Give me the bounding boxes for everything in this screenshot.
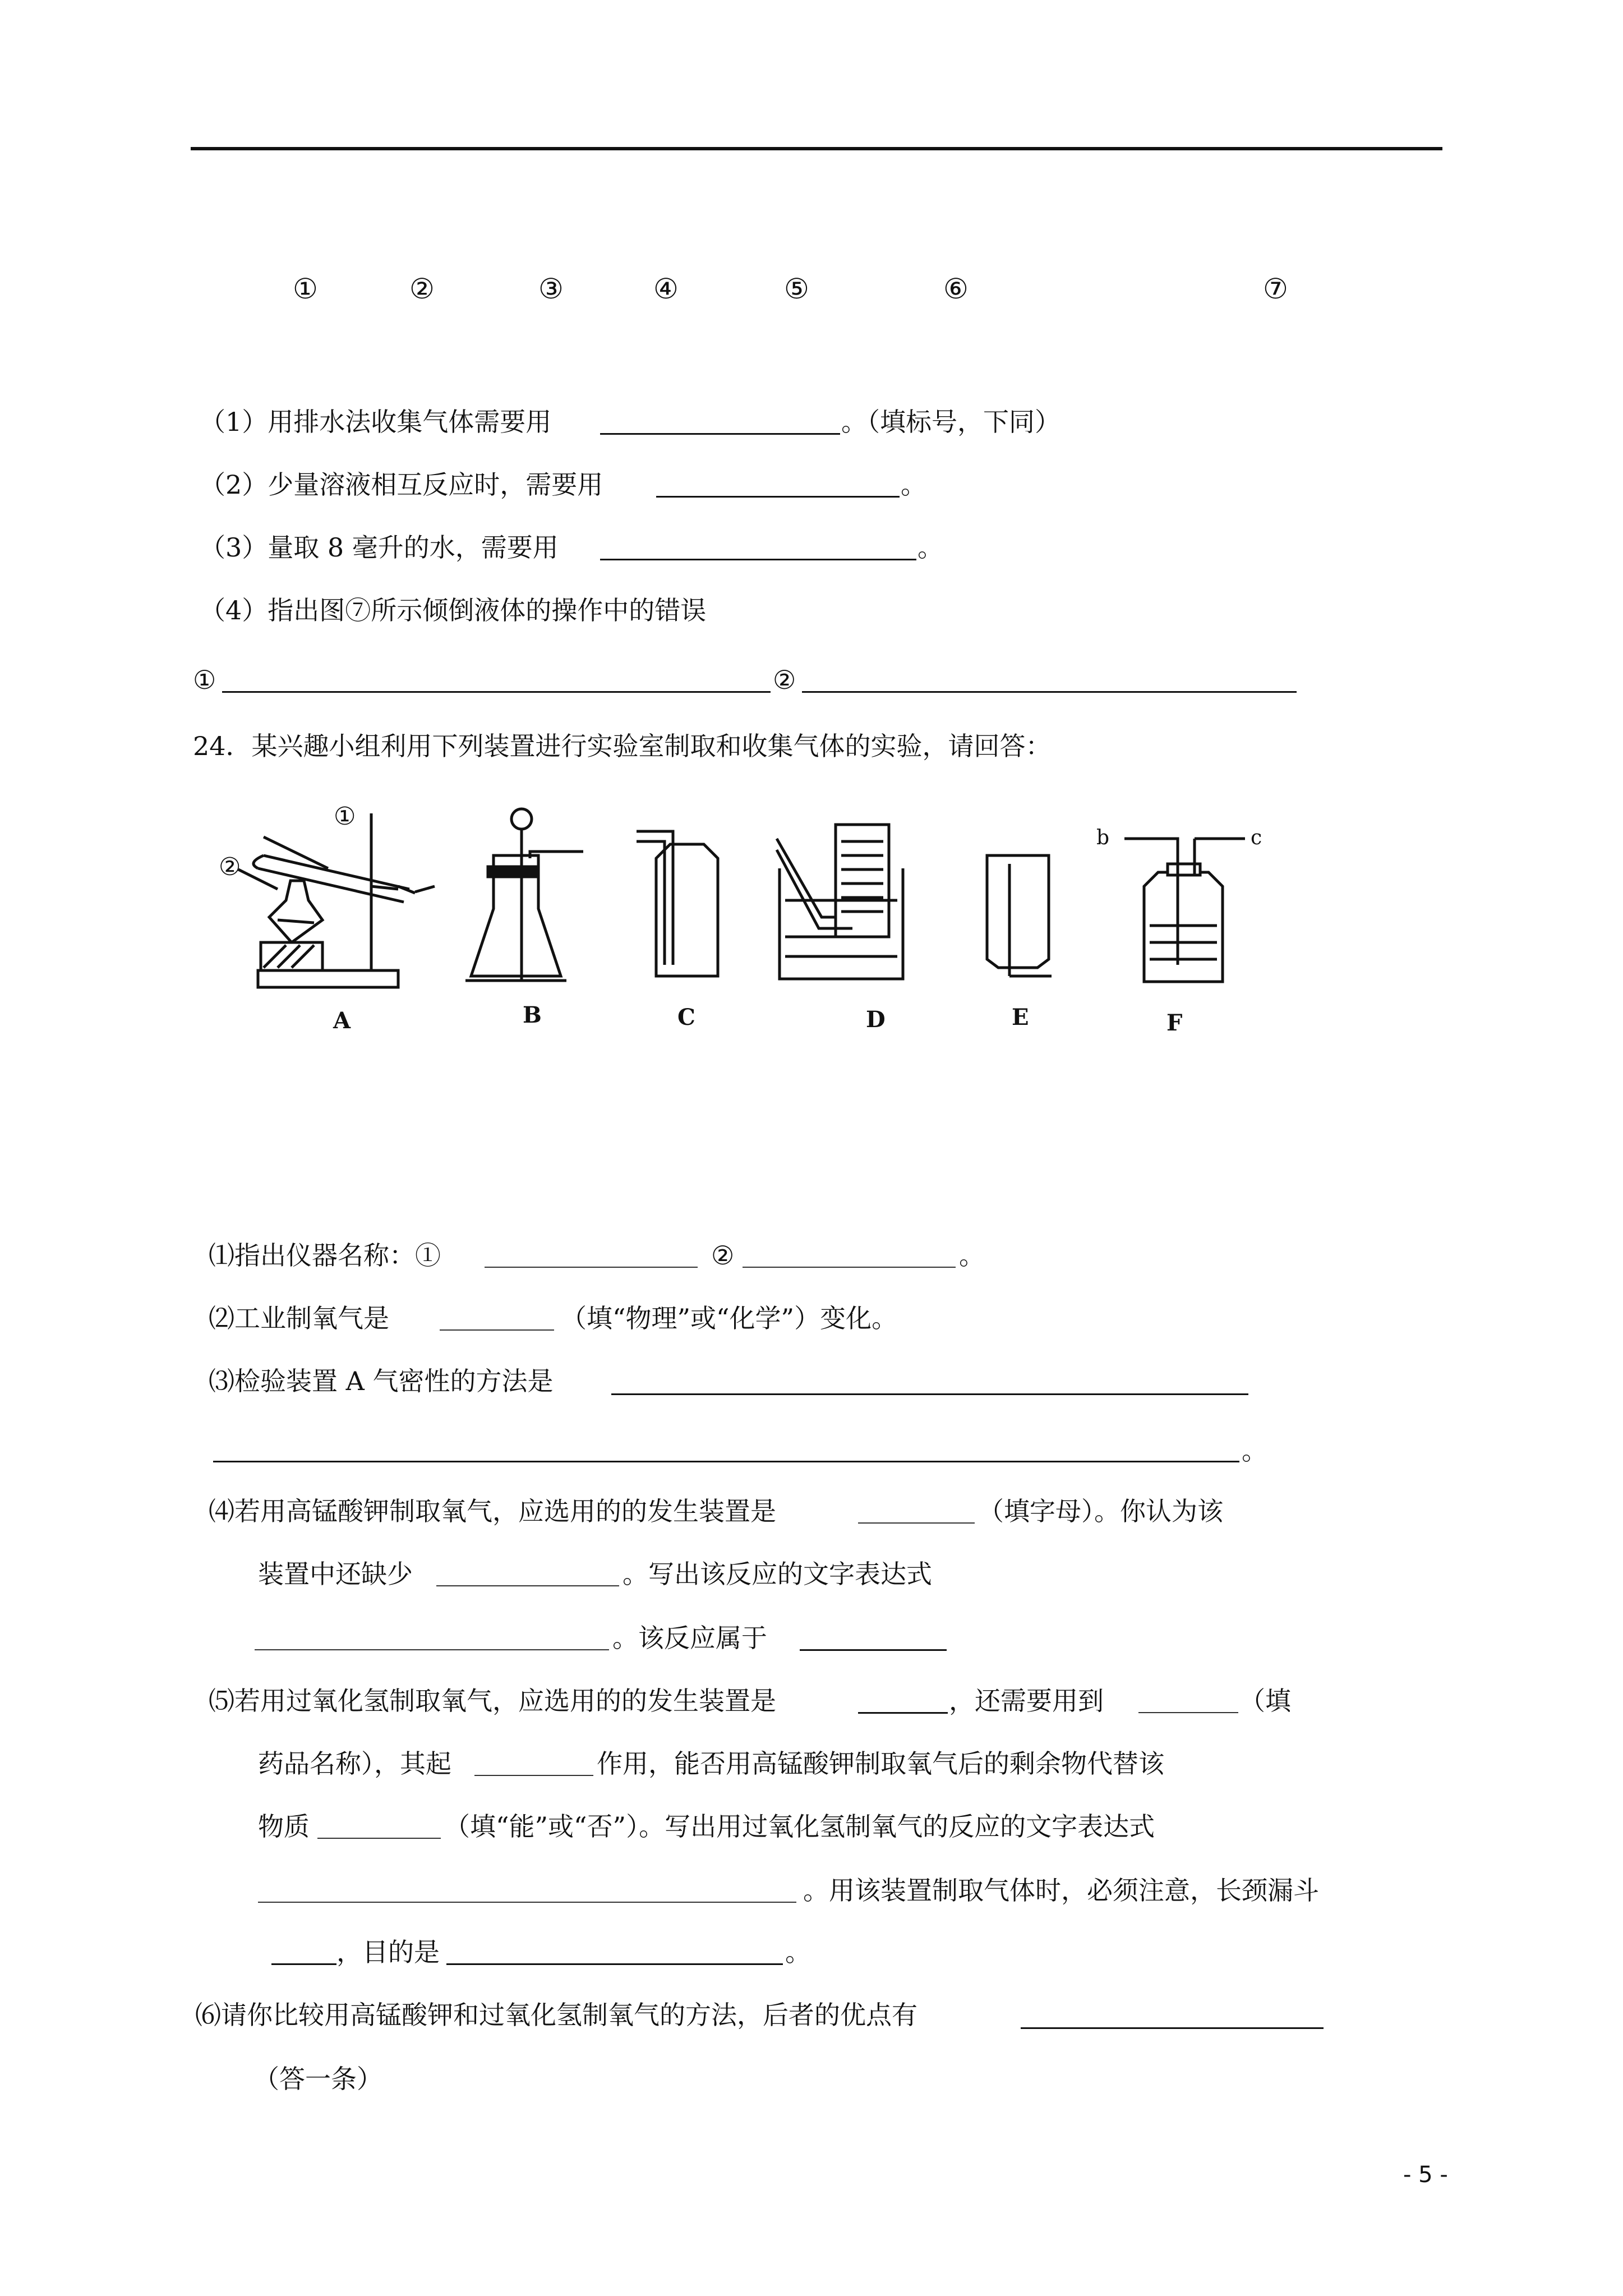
q23-error-mark-2: ② — [773, 665, 796, 695]
q23-item-3-tail: 。 — [917, 532, 943, 563]
header-rule — [191, 147, 1442, 150]
q24-part2-blank[interactable] — [440, 1329, 554, 1331]
instrument-label-2: ② — [409, 273, 435, 305]
q23-error-blank-1[interactable] — [222, 691, 771, 693]
q24-part2-tail: （填“物理”或“化学”）变化。 — [561, 1303, 898, 1333]
q24-part5-line5-mid: ，目的是 — [336, 1937, 440, 1967]
q24-part4-blank-equation[interactable] — [255, 1649, 609, 1650]
q24-part3-blank-1[interactable] — [611, 1393, 1248, 1395]
instrument-label-4: ④ — [653, 273, 679, 305]
q24-part4-line3-tail: 。该反应属于 — [612, 1623, 767, 1653]
q23-answer-blank-2[interactable] — [656, 496, 900, 498]
q23-item-1-tail: 。（填标号，下同） — [841, 407, 1061, 437]
q24-part5-blank-funnel[interactable] — [271, 1963, 336, 1965]
q24-part5-blank-yesno[interactable] — [317, 1838, 441, 1839]
q24-part4-blank-device[interactable] — [858, 1522, 975, 1524]
q24-part3-tail: 。 — [1242, 1435, 1267, 1466]
apparatus-label-d: D — [866, 1006, 886, 1033]
q24-part4-blank-missing[interactable] — [436, 1585, 619, 1586]
apparatus-label-e: E — [1012, 1004, 1029, 1030]
q24-part4-line2-tail: 。写出该反应的文字表达式 — [623, 1559, 932, 1589]
q23-item-3: （3）量取 8 毫升的水，需要用 — [200, 532, 559, 563]
q24-part4-blank-type[interactable] — [800, 1649, 947, 1651]
q24-part5-line3: 物质 — [258, 1811, 310, 1842]
q24-part5-line1: ⑸若用过氧化氢制取氧气，应选用的的发生装置是 — [209, 1686, 776, 1716]
instrument-label-1: ① — [293, 273, 318, 305]
apparatus-e — [987, 855, 1052, 976]
page-number: - 5 - — [1403, 2162, 1448, 2188]
q24-part3: ⑶检验装置 A 气密性的方法是 — [209, 1366, 554, 1396]
q24-part5-line2: 药品名称），其起 — [258, 1749, 451, 1779]
q24-part5-line3-tail: （填“能”或“否”）。写出用过氧化氢制氧气的反应的文字表达式 — [444, 1811, 1155, 1842]
instrument-label-3: ③ — [538, 273, 564, 305]
q24-part1-blank-2[interactable] — [743, 1267, 956, 1268]
q23-item-2: （2）少量溶液相互反应时，需要用 — [200, 470, 603, 500]
q24-part5-line5-tail: 。 — [785, 1937, 811, 1967]
apparatus-label-b: B — [523, 1002, 542, 1028]
apparatus-f-port-b: b — [1096, 826, 1110, 849]
q24-part5-line1-mid: ，还需要用到 — [949, 1686, 1104, 1716]
q24-part6-blank[interactable] — [1021, 2027, 1324, 2029]
q24-part5-line2-tail: 作用，能否用高锰酸钾制取氧气后的剩余物代替该 — [597, 1749, 1164, 1779]
q24-part4-line1: ⑷若用高锰酸钾制取氧气，应选用的的发生装置是 — [209, 1496, 776, 1526]
q24-part4-line2: 装置中还缺少 — [258, 1559, 413, 1589]
instrument-label-7: ⑦ — [1263, 273, 1288, 305]
q24-part5-blank-equation[interactable] — [258, 1902, 796, 1903]
apparatus-c — [637, 831, 718, 976]
q23-item-1: （1）用排水法收集气体需要用 — [200, 407, 552, 437]
q24-part5-line1-tail: （填 — [1239, 1686, 1291, 1716]
q23-answer-blank-1[interactable] — [600, 433, 840, 435]
q24-part5-blank-reagent[interactable] — [1138, 1712, 1238, 1713]
q24-part1-blank-1[interactable] — [485, 1267, 698, 1268]
q24-part6-note: （答一条） — [253, 2064, 382, 2094]
apparatus-b — [465, 809, 583, 982]
q24-stem: 24．某兴趣小组利用下列装置进行实验室制取和收集气体的实验，请回答： — [193, 731, 1052, 761]
q24-part5-blank-role[interactable] — [474, 1775, 593, 1776]
apparatus-a — [253, 813, 435, 987]
apparatus-f — [1124, 839, 1245, 982]
q24-part6: ⑹请你比较用高锰酸钾和过氧化氢制氧气的方法，后者的优点有 — [195, 2000, 917, 2030]
apparatus-figure — [219, 802, 1262, 1043]
apparatus-f-port-c: c — [1251, 826, 1262, 849]
q24-part2: ⑵工业制氧气是 — [209, 1303, 389, 1333]
q24-part1: ⑴指出仪器名称：① — [209, 1240, 441, 1271]
q23-error-blank-2[interactable] — [802, 691, 1297, 693]
q23-item-4: （4）指出图⑦所示倾倒液体的操作中的错误 — [200, 595, 707, 625]
q23-item-2-tail: 。 — [901, 470, 926, 500]
apparatus-label-f: F — [1166, 1010, 1183, 1036]
q24-part5-blank-purpose[interactable] — [446, 1963, 783, 1965]
instrument-label-6: ⑥ — [943, 273, 969, 305]
q24-part1-tail: 。 — [959, 1240, 985, 1271]
q23-error-mark-1: ① — [193, 665, 216, 695]
q24-part1-mark-2: ② — [711, 1240, 735, 1271]
apparatus-label-c: C — [677, 1004, 695, 1030]
apparatus-label-a: A — [333, 1007, 351, 1034]
apparatus-a-callout-1: ① — [334, 802, 356, 831]
apparatus-d — [777, 825, 903, 979]
apparatus-a-callout-2: ② — [219, 853, 241, 881]
q24-part3-blank-2[interactable] — [213, 1461, 1239, 1462]
q24-part5-line4-tail: 。用该装置制取气体时，必须注意，长颈漏斗 — [803, 1875, 1319, 1906]
q23-answer-blank-3[interactable] — [600, 559, 916, 560]
q24-part5-blank-device[interactable] — [858, 1712, 948, 1714]
q24-part4-line1-tail: （填字母）。你认为该 — [978, 1496, 1223, 1526]
instrument-label-5: ⑤ — [784, 273, 809, 305]
